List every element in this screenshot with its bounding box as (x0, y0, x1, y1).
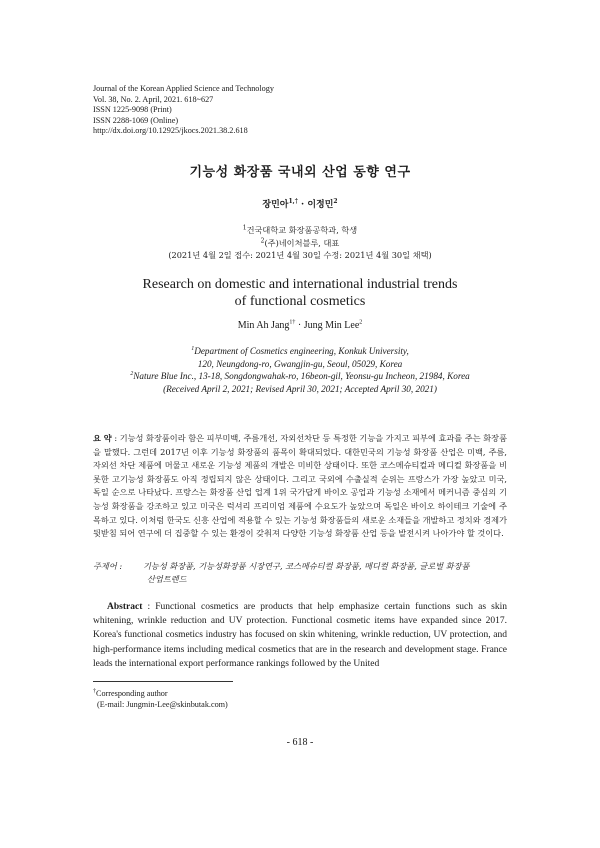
journal-name: Journal of the Korean Applied Science and Technology (93, 84, 274, 93)
korean-title: 기능성 화장품 국내외 산업 동향 연구 (189, 165, 411, 180)
korean-keywords-label: 주제어 : (93, 561, 123, 571)
korean-keywords-line-2: 산업트렌드 (147, 573, 187, 584)
journal-header (93, 84, 274, 137)
english-author-2-sup: 2 (359, 319, 363, 326)
korean-author-1: 장민아 (262, 200, 289, 210)
footnote-email: (E-mail: Jungmin-Lee@skinbutak.com) (97, 700, 228, 709)
korean-keywords-line-1 (93, 560, 507, 573)
author-separator: · (297, 200, 308, 210)
english-author-1: Min Ah Jang (237, 320, 290, 331)
footnote-divider (93, 681, 233, 682)
journal-volume: Vol. 38, No. 2. April, 2021. 618~627 (93, 94, 214, 104)
english-abstract-text: : Functional cosmetics are products that help emphasize certain functions such as skin whitening, wrinkle reduction and UV protection. Functional cosmetic items have expanded since 2017. Korea's functional cosmetics industry has focused on skin whitening, wrinkle reduction, UV protection, and high-performance items including medical cosmetics that are in the research and development stage. France leads the international export performance rankings followed by the United (93, 602, 507, 669)
issn-print: ISSN 1225-9098 (Print) (93, 105, 172, 115)
korean-abstract (93, 432, 507, 541)
english-affiliation-2 (0, 370, 600, 383)
korean-keywords (93, 560, 507, 585)
page-number: - 618 - (286, 737, 314, 748)
english-title-line-1: Research on domestic and international industrial trends (142, 277, 458, 292)
footnote-corresponding (93, 688, 228, 699)
english-abstract (93, 600, 507, 671)
korean-author-1-sup: 1,† (288, 198, 298, 205)
english-aff1-line-1: Department of Cosmetics engineering, Konkuk University, (194, 346, 409, 356)
issn-online: ISSN 2288-1069 (Online) (93, 115, 179, 125)
korean-authors (0, 197, 600, 210)
korean-aff2-sup: 2 (260, 236, 265, 244)
english-aff1-sup: 1 (191, 345, 195, 352)
english-author-1-sup: 1† (289, 319, 296, 326)
english-aff2-sup: 2 (130, 371, 134, 378)
korean-abstract-label: 요 약 (93, 433, 112, 443)
korean-author-2: 이정민 (307, 200, 334, 210)
korean-keywords-text: 기능성 화장품, 기능성화장품 시장연구, 코스메슈티컬 화장품, 메디컬 화장품, 글로벌 화장품 (143, 561, 470, 571)
korean-affiliation-2 (0, 237, 600, 250)
korean-author-2-sup: 2 (333, 198, 338, 205)
korean-affiliations (0, 224, 600, 262)
korean-affiliation-1 (0, 224, 600, 237)
english-affiliation-1-address: 120, Neungdong-ro, Gwangjin-gu, Seoul, 05029, Korea (197, 358, 403, 369)
english-received-dates: (Received April 2, 2021; Revised April 30, 2021; Accepted April 30, 2021) (163, 383, 437, 394)
english-title (0, 276, 600, 310)
dagger-mark: † (93, 688, 96, 695)
korean-received-dates: (2021년 4월 2일 접수: 2021년 4월 30일 수정: 2021년 4월 30일 채택) (168, 250, 432, 260)
english-author-separator: · (295, 320, 304, 331)
english-authors (0, 320, 600, 331)
english-affiliations (0, 345, 600, 395)
footnote-line-1: Corresponding author (96, 689, 168, 698)
english-abstract-label: Abstract (107, 602, 143, 612)
english-affiliation-1 (0, 345, 600, 358)
english-author-2: Jung Min Lee (303, 320, 360, 331)
korean-aff1-text: 건국대학교 화장품공학과, 학생 (246, 225, 358, 235)
korean-aff2-text: (주)네이처블루, 대표 (264, 237, 340, 248)
english-title-line-2: of functional cosmetics (234, 294, 366, 309)
english-aff2-text: Nature Blue Inc., 13-18, Songdongwahak-ro, 16beon-gil, Yeonsu-gu Incheon, 21984, Korea (133, 371, 470, 382)
footnote (93, 688, 228, 710)
korean-aff1-sup: 1 (242, 224, 247, 232)
korean-abstract-text: : 기능성 화장품이라 함은 피부미백, 주름개선, 자외선차단 등 특정한 기능을 가지고 피부에 효과를 주는 화장품을 말했다. 그런데 2017년 이후 기능성 화장품의 품목이 확대되었다. 대한민국의 기능성 화장품 산업은 미백, 주름, 자외선 차단 제품에 머물고 새로운 기능성 제품의 개발은 미비한 상태이다. 또한 코스메슈티컬과 메디컬 화장품을 비롯한 고기능성 화장품도 아직 정립되지 않은 상태이다. 그리고 국외에 수출실적 순위는 프랑스가 가장 높았고 미국, 독일 순으로 나타났다. 프랑스는 화장품 산업 업계 1위 국가답게 바이오 공업과 기능성 소재에서 메커니즘 중심의 기능성 화장품을 강조하고 있고 미국은 럭셔리 프리미엄 제품에 수요도가 높았으며 독일은 바이오 하이테크 기술에 주목하고 있다. 이처럼 한국도 신흥 산업에 적용할 수 있는 기능성 화장품들의 새로운 소재들을 개발하고 정치와 경제가 뒷받침 되어 연구에 더 집중할 수 있는 환경이 갖춰져 다양한 기능성 화장품 산업 등을 발전시켜 나아가야 할 것이다. (93, 433, 508, 539)
doi-link[interactable]: http://dx.doi.org/10.12925/jkocs.2021.38.2.618 (93, 126, 248, 136)
